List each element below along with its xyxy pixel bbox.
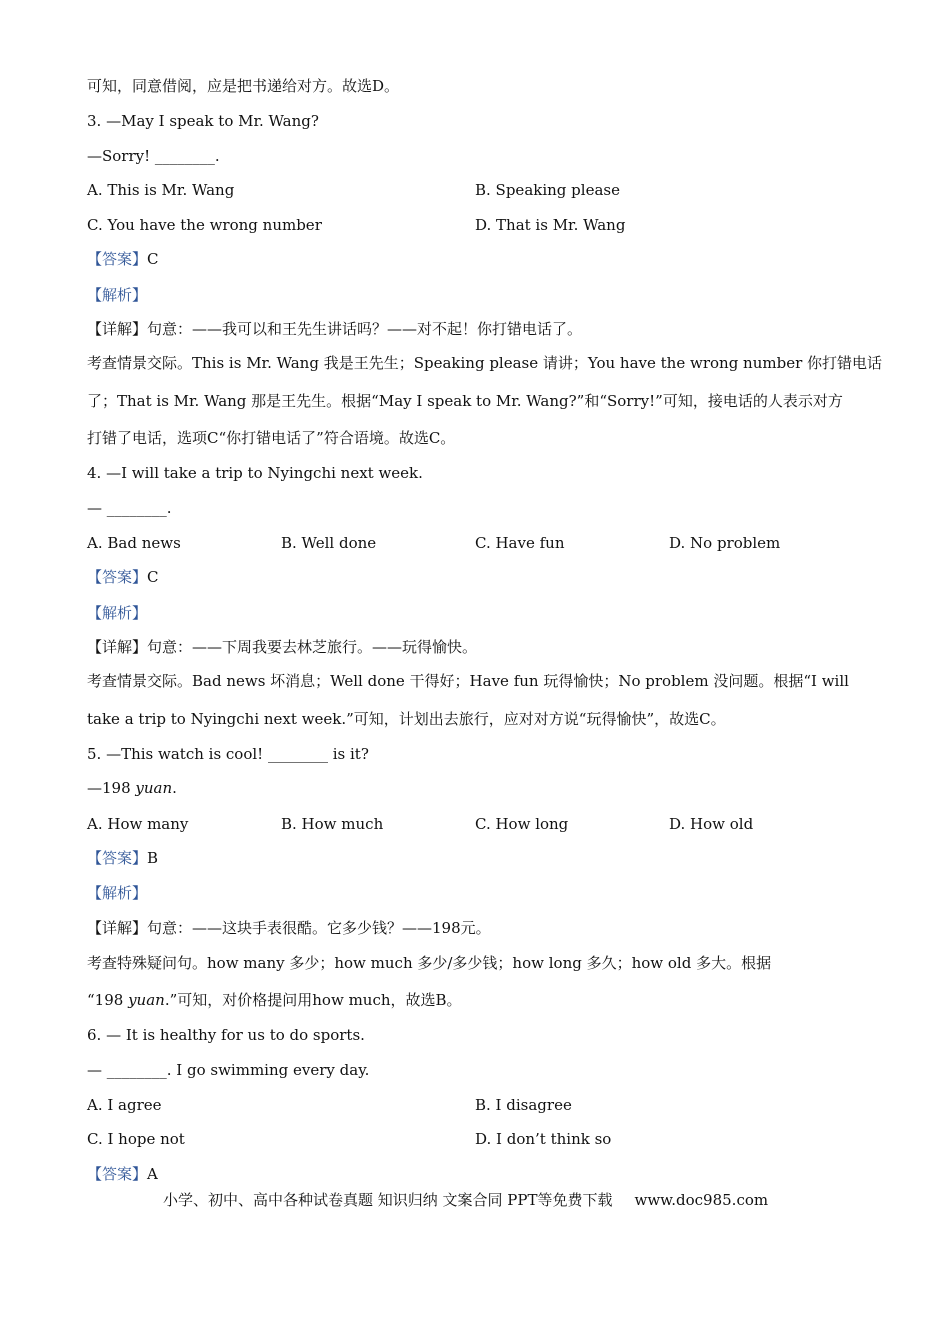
q3-analysis-label: 【解析】 [87,286,148,304]
footer-text: 小学、初中、高中各种试卷真题 知识归纳 文案合同 PPT等免费下载 [163,1191,613,1209]
page-footer [163,1190,768,1210]
question-4-reply: — ________. [87,499,172,517]
q5-detail: 【详解】句意：——这块手表很酷。它多少钱？——198元。 [87,919,491,937]
q3-detail: 【详解】句意：——我可以和王先生讲话吗？——对不起！你打错电话了。 [87,320,583,338]
question-5-reply [87,778,177,798]
q5-explanation-1: 考查特殊疑问句。how many 多少；how much 多少/多少钱；how long 多久；how old 多大。根据 [87,954,772,972]
q3-answer [87,249,159,269]
answer-value: B [147,849,159,867]
q4-explanation-2: take a trip to Nyingchi next week.”可知，计划出去旅行，应对对方说“玩得愉快”，故选C。 [87,710,726,728]
q5-explanation-2 [87,990,462,1010]
q5-option-c: C. How long [475,815,569,833]
q4-option-d: D. No problem [669,534,781,552]
answer-label: 【答案】 [87,250,148,268]
reply-italic: yuan [135,779,173,797]
explanation-text: “198 [87,991,129,1009]
answer-value: C [147,250,159,268]
explanation-italic: yuan [128,991,165,1009]
q3-explanation-1: 考查情景交际。This is Mr. Wang 我是王先生；Speaking please 请讲；You have the wrong number 你打错电话 [87,354,883,372]
q5-option-a: A. How many [87,815,189,833]
reply-text-end: . [172,779,177,797]
question-6: 6. — It is healthy for us to do sports. [87,1026,365,1044]
q4-detail: 【详解】句意：——下周我要去林芝旅行。——玩得愉快。 [87,638,478,656]
q5-analysis-label: 【解析】 [87,884,148,902]
q6-option-d: D. I don’t think so [475,1130,612,1148]
q4-answer [87,567,159,587]
q4-analysis-label: 【解析】 [87,604,148,622]
q4-option-a: A. Bad news [87,534,181,552]
q3-option-c: C. You have the wrong number [87,216,322,234]
answer-value: C [147,568,159,586]
question-3: 3. —May I speak to Mr. Wang? [87,112,319,130]
q3-option-d: D. That is Mr. Wang [475,216,626,234]
answer-value: A [147,1165,158,1183]
q5-answer [87,848,158,868]
question-3-reply: —Sorry! ________. [87,147,220,165]
q6-option-a: A. I agree [87,1096,162,1114]
q3-option-b: B. Speaking please [475,181,620,199]
q5-option-d: D. How old [669,815,754,833]
question-6-reply: — ________. I go swimming every day. [87,1061,370,1079]
q3-explanation-3: 打错了电话，选项C“你打错电话了”符合语境。故选C。 [87,429,456,447]
text-line: 可知，同意借阅，应是把书递给对方。故选D。 [87,77,400,95]
q4-option-b: B. Well done [281,534,377,552]
q4-explanation-1: 考查情景交际。Bad news 坏消息；Well done 干得好；Have fun 玩得愉快；No problem 没问题。根据“I will [87,672,849,690]
explanation-text-end: .”可知，对价格提问用how much，故选B。 [164,991,462,1009]
q3-option-a: A. This is Mr. Wang [87,181,235,199]
reply-text: —198 [87,779,136,797]
q5-option-b: B. How much [281,815,384,833]
answer-label: 【答案】 [87,849,148,867]
q4-option-c: C. Have fun [475,534,565,552]
question-4: 4. —I will take a trip to Nyingchi next week. [87,464,423,482]
answer-label: 【答案】 [87,568,148,586]
footer-url: www.doc985.com [634,1191,769,1209]
q6-option-c: C. I hope not [87,1130,185,1148]
answer-label: 【答案】 [87,1165,148,1183]
q6-option-b: B. I disagree [475,1096,572,1114]
q6-answer [87,1164,158,1184]
question-5: 5. —This watch is cool! ________ is it? [87,745,369,763]
q3-explanation-2: 了；That is Mr. Wang 那是王先生。根据“May I speak to Mr. Wang?”和“Sorry!”可知，接电话的人表示对方 [87,392,843,410]
